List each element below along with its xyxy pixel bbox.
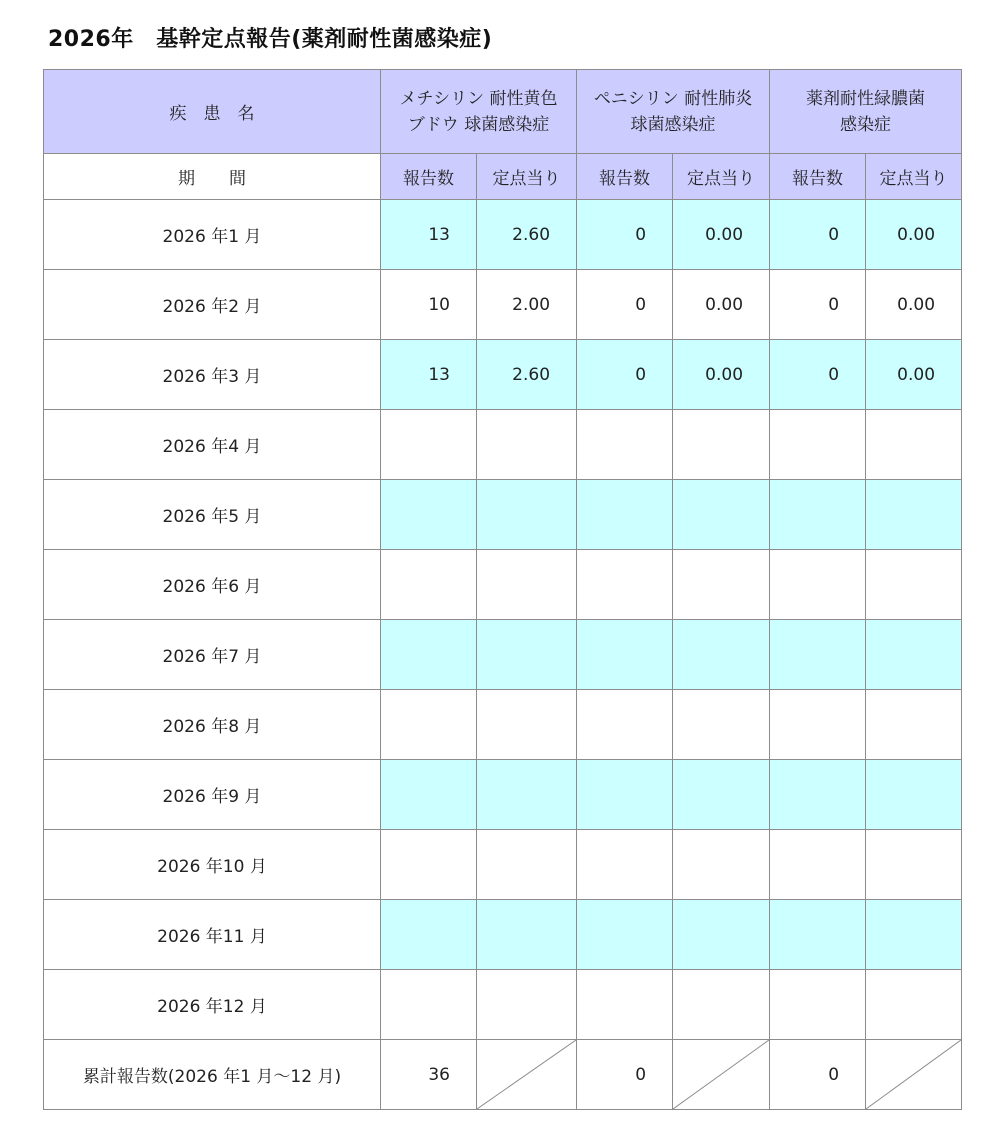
- page-title: 2026年 基幹定点報告(薬剤耐性菌感染症): [48, 27, 493, 52]
- period-cell: 2026 年4 月: [44, 410, 381, 480]
- report-table: [43, 69, 962, 1110]
- report-count-cell: [577, 900, 673, 970]
- total-row: [44, 1040, 962, 1110]
- table-row: [44, 970, 962, 1040]
- period-cell: 2026 年3 月: [44, 340, 381, 410]
- per-sentinel-cell: 0.00: [866, 200, 962, 270]
- report-count-cell: [770, 760, 866, 830]
- report-count-cell: 0: [770, 270, 866, 340]
- per-sentinel-cell: [673, 620, 770, 690]
- per-sentinel-cell: [673, 550, 770, 620]
- table-row: [44, 690, 962, 760]
- period-cell: 2026 年2 月: [44, 270, 381, 340]
- report-count-cell: [577, 410, 673, 480]
- period-cell: 2026 年11 月: [44, 900, 381, 970]
- disease-label: 疾 患 名: [169, 104, 255, 124]
- report-count-cell: [770, 830, 866, 900]
- disease-name-line2: 球菌感染症: [630, 114, 716, 135]
- diagonal-slash: [673, 1040, 769, 1109]
- table-row: [44, 410, 962, 480]
- diagonal-slash: [477, 1040, 576, 1109]
- diagonal-slash: [866, 1040, 961, 1109]
- report-count-cell: [381, 690, 477, 760]
- not-applicable-cell: [673, 1040, 770, 1110]
- subheader-per-sentinel: 定点当り: [477, 154, 577, 200]
- per-sentinel-cell: 0.00: [673, 270, 770, 340]
- report-count-cell: [770, 550, 866, 620]
- disease-name-line2: 感染症: [840, 114, 892, 135]
- per-sentinel-cell: 2.00: [477, 270, 577, 340]
- disease-name-line1: ペニシリン 耐性肺炎: [593, 88, 753, 109]
- per-sentinel-cell: [866, 760, 962, 830]
- period-label-cell: [44, 154, 381, 200]
- report-count-cell: [381, 830, 477, 900]
- period-cell: 2026 年8 月: [44, 690, 381, 760]
- disease-header-mdrp: [770, 70, 962, 154]
- per-sentinel-cell: [673, 760, 770, 830]
- table-row: [44, 340, 962, 410]
- total-label: 累計報告数(2026 年1 月～12 月): [44, 1040, 381, 1110]
- per-sentinel-cell: [866, 620, 962, 690]
- per-sentinel-cell: [477, 620, 577, 690]
- report-count-cell: 0: [577, 270, 673, 340]
- table-row: [44, 550, 962, 620]
- report-count-cell: [381, 900, 477, 970]
- report-count-cell: 0: [770, 340, 866, 410]
- report-count-cell: 0: [577, 340, 673, 410]
- per-sentinel-cell: 0.00: [866, 340, 962, 410]
- report-count-cell: [770, 900, 866, 970]
- table-row: [44, 200, 962, 270]
- period-cell: 2026 年6 月: [44, 550, 381, 620]
- total-count-cell: 36: [381, 1040, 477, 1110]
- table-row: [44, 270, 962, 340]
- per-sentinel-cell: [673, 830, 770, 900]
- report-count-cell: [577, 970, 673, 1040]
- report-count-cell: [770, 620, 866, 690]
- report-count-cell: [577, 760, 673, 830]
- report-count-cell: [381, 550, 477, 620]
- period-cell: 2026 年7 月: [44, 620, 381, 690]
- per-sentinel-cell: 2.60: [477, 340, 577, 410]
- per-sentinel-cell: [673, 690, 770, 760]
- report-count-cell: [381, 970, 477, 1040]
- subheader-per-sentinel: 定点当り: [673, 154, 770, 200]
- period-cell: 2026 年1 月: [44, 200, 381, 270]
- per-sentinel-cell: [866, 830, 962, 900]
- per-sentinel-cell: [866, 690, 962, 760]
- per-sentinel-cell: [866, 550, 962, 620]
- per-sentinel-cell: 0.00: [866, 270, 962, 340]
- per-sentinel-cell: [477, 900, 577, 970]
- per-sentinel-cell: [673, 970, 770, 1040]
- period-cell: 2026 年12 月: [44, 970, 381, 1040]
- disease-header-mrsa: [381, 70, 577, 154]
- per-sentinel-cell: [866, 410, 962, 480]
- report-count-cell: 0: [770, 200, 866, 270]
- period-cell: 2026 年9 月: [44, 760, 381, 830]
- per-sentinel-cell: [477, 690, 577, 760]
- per-sentinel-cell: [477, 830, 577, 900]
- per-sentinel-cell: 0.00: [673, 340, 770, 410]
- report-count-cell: [381, 410, 477, 480]
- disease-header-prsp: [577, 70, 770, 154]
- report-count-cell: [577, 690, 673, 760]
- diagonal-line: [866, 1040, 961, 1109]
- report-count-cell: [770, 480, 866, 550]
- total-count-cell: 0: [770, 1040, 866, 1110]
- per-sentinel-cell: [866, 480, 962, 550]
- report-count-cell: [381, 480, 477, 550]
- disease-name-line2: ブドウ 球菌感染症: [407, 114, 550, 135]
- table-row: [44, 900, 962, 970]
- not-applicable-cell: [866, 1040, 962, 1110]
- diagonal-line: [673, 1040, 769, 1109]
- header-row-period: [44, 154, 962, 200]
- table-row: [44, 760, 962, 830]
- diagonal-line: [477, 1040, 576, 1109]
- per-sentinel-cell: [477, 480, 577, 550]
- per-sentinel-cell: [477, 970, 577, 1040]
- total-count-cell: 0: [577, 1040, 673, 1110]
- report-count-cell: [577, 480, 673, 550]
- table-row: [44, 480, 962, 550]
- period-label: 期 間: [178, 169, 246, 189]
- subheader-reports: 報告数: [577, 154, 673, 200]
- subheader-reports: 報告数: [381, 154, 477, 200]
- period-cell: 2026 年5 月: [44, 480, 381, 550]
- per-sentinel-cell: [673, 900, 770, 970]
- per-sentinel-cell: [673, 410, 770, 480]
- per-sentinel-cell: [477, 550, 577, 620]
- header-row-disease: [44, 70, 962, 154]
- per-sentinel-cell: [477, 760, 577, 830]
- report-count-cell: [577, 620, 673, 690]
- report-count-cell: 0: [577, 200, 673, 270]
- report-count-cell: 10: [381, 270, 477, 340]
- report-count-cell: [577, 830, 673, 900]
- per-sentinel-cell: [866, 970, 962, 1040]
- report-count-cell: [770, 970, 866, 1040]
- report-count-cell: [770, 690, 866, 760]
- per-sentinel-cell: [477, 410, 577, 480]
- report-count-cell: [381, 620, 477, 690]
- report-count-cell: [381, 760, 477, 830]
- report-count-cell: 13: [381, 200, 477, 270]
- report-count-cell: 13: [381, 340, 477, 410]
- per-sentinel-cell: [673, 480, 770, 550]
- per-sentinel-cell: [866, 900, 962, 970]
- report-count-cell: [770, 410, 866, 480]
- period-cell: 2026 年10 月: [44, 830, 381, 900]
- disease-name-line1: メチシリン 耐性黄色: [399, 88, 558, 109]
- report-count-cell: [577, 550, 673, 620]
- disease-name-line1: 薬剤耐性緑膿菌: [806, 88, 926, 109]
- subheader-per-sentinel: 定点当り: [866, 154, 962, 200]
- subheader-reports: 報告数: [770, 154, 866, 200]
- table-row: [44, 830, 962, 900]
- disease-label-cell: [44, 70, 381, 154]
- per-sentinel-cell: 0.00: [673, 200, 770, 270]
- table-row: [44, 620, 962, 690]
- not-applicable-cell: [477, 1040, 577, 1110]
- per-sentinel-cell: 2.60: [477, 200, 577, 270]
